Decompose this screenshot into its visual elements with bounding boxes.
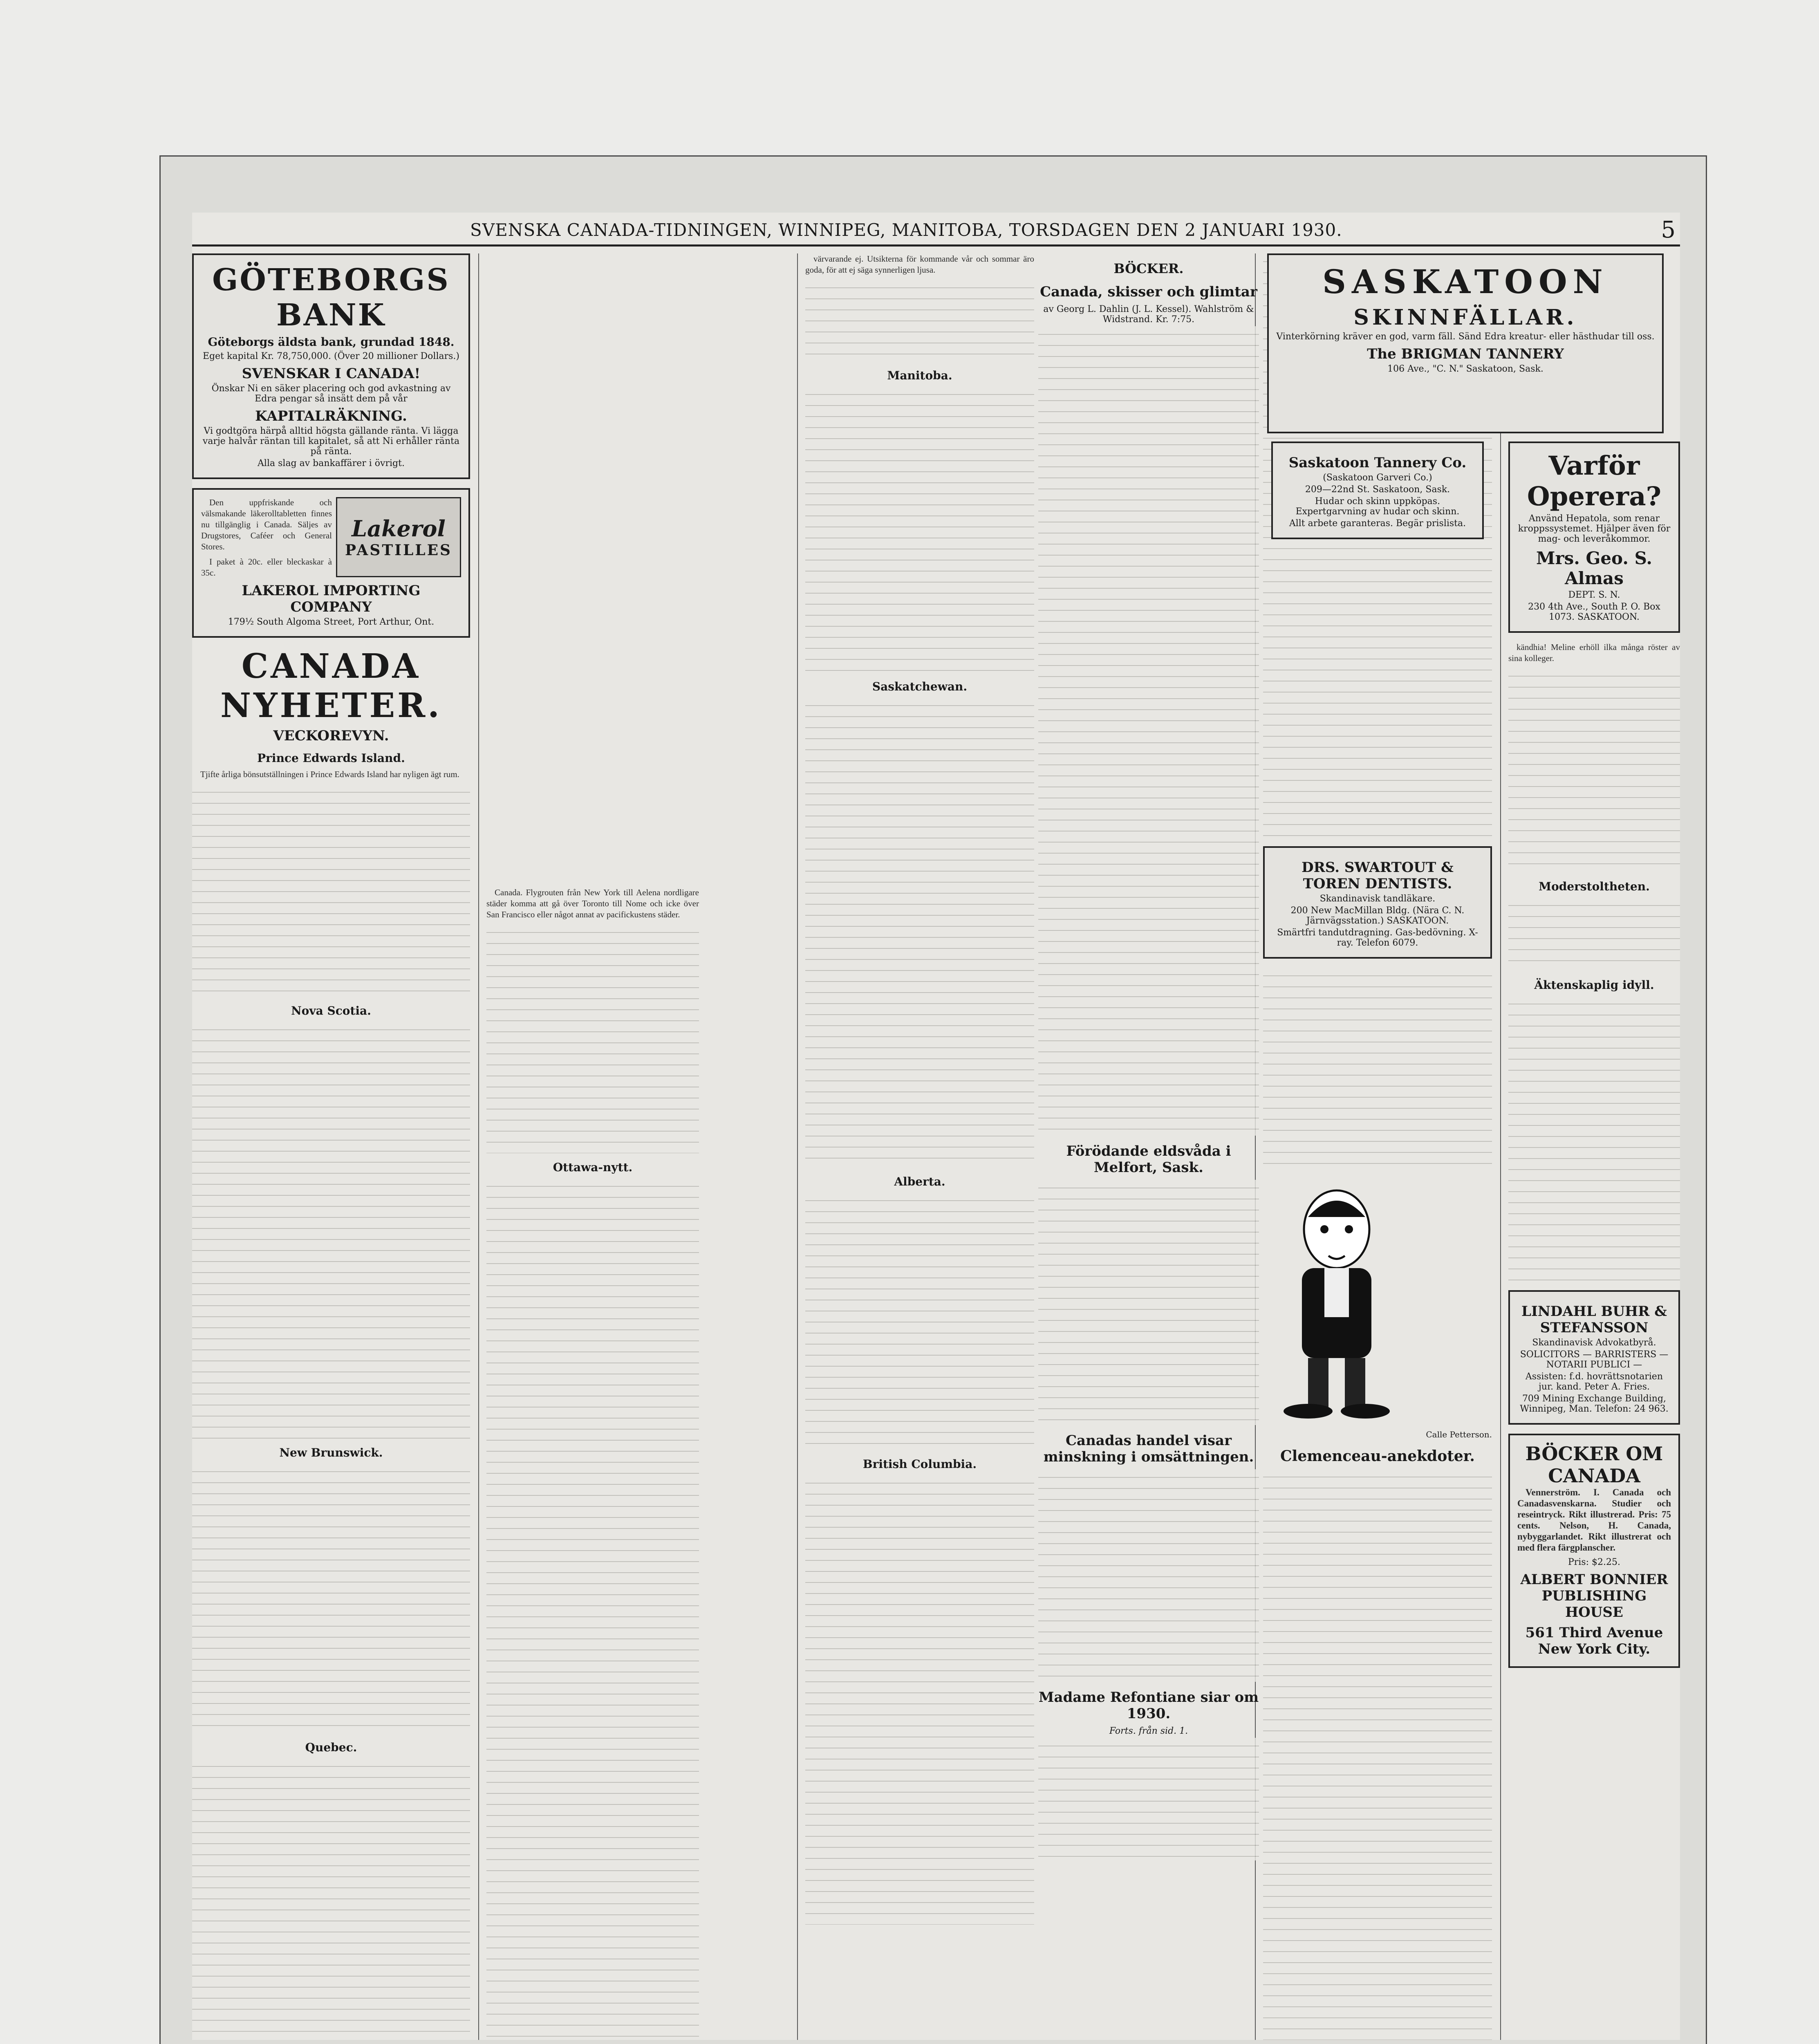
article-text-block — [805, 280, 1034, 361]
tannery-address: 106 Ave., "C. N." Saskatoon, Sask. — [1387, 364, 1543, 374]
lawyer-subtitle: Skandinavisk Advokatbyrå. — [1532, 1338, 1656, 1348]
bonnier-title: BÖCKER OM CANADA — [1525, 1443, 1663, 1487]
books-author: av Georg L. Dahlin (J. L. Kessel). Wahlström & Widstrand. Kr. 7:75. — [1043, 304, 1254, 325]
bonnier-company: ALBERT BONNIER PUBLISHING HOUSE — [1520, 1571, 1668, 1620]
column-rule — [478, 253, 479, 2040]
bonnier-price: Pris: $2.25. — [1568, 1557, 1621, 1567]
article-text: värvarande ej. Utsikterna för kommande vår och sommar äro goda, för att ej säga synnerligen ljusa. — [805, 254, 1034, 275]
article-text-block — [192, 1758, 470, 2040]
section-heading: New Brunswick. — [279, 1446, 383, 1459]
article-text-block — [1038, 1469, 1259, 1682]
article-text-block — [1038, 326, 1259, 1136]
column-3 — [805, 253, 1034, 2040]
tannery-footer: Allt arbete garanteras. Begär prislista. — [1289, 518, 1466, 529]
section-heading: Prince Edwards Island. — [257, 751, 405, 765]
masthead — [192, 213, 1680, 247]
goteborgs-bank-kapital-text: Vi godtgöra härpå alltid högsta gällande ränta. Vi lägga varje halvår räntan till kapitalet, så att Ni erhåller ränta på ränta. — [202, 426, 460, 457]
article-text: kändhia! Meline erhöll ilka många röster av sina kolleger. — [1508, 642, 1680, 663]
tannery-subtitle: (Saskatoon Garveri Co.) — [1323, 473, 1432, 483]
tannery-ad-address: 209—22nd St. Saskatoon, Sask. — [1305, 484, 1450, 495]
lakerol-ad — [192, 488, 470, 638]
skinnfallar-text: Vinterkörning kräver en god, varm fäll. Sänd Edra kreatur- eller hästhudar till oss. — [1276, 332, 1655, 342]
page-number: 5 — [1661, 217, 1676, 243]
lawyer-address: 709 Mining Exchange Building, Winnipeg, Man. Telefon: 24 963. — [1520, 1394, 1669, 1414]
goteborgs-bank-title: GÖTEBORGS BANK — [212, 262, 450, 333]
article-text-block — [486, 1178, 699, 2037]
lakerol-box-top: Lakerol — [352, 515, 446, 542]
goteborgs-bank-kapital-head: KAPITALRÄKNING. — [255, 408, 407, 424]
headline-refontiane: Madame Refontiane siar om 1930. — [1038, 1689, 1259, 1722]
article-text-block — [1038, 1180, 1259, 1425]
article-text: Canada. Flygrouten från New York till Aelena nordligare städer komma att gå över Toronto till Nome och icke över San Francisco eller något annat av pacifickustens städer. — [486, 888, 699, 919]
section-heading: Alberta. — [894, 1175, 945, 1188]
goteborgs-bank-ad — [192, 253, 470, 479]
goteborgs-bank-capital: Eget kapital Kr. 78,750,000. (Över 20 millioner Dollars.) — [203, 351, 459, 361]
calle-petterson-cartoon — [1263, 1180, 1410, 1425]
dentists-ad — [1263, 846, 1492, 959]
goteborgs-bank-subtitle: Göteborgs äldsta bank, grundad 1848. — [208, 335, 455, 349]
section-heading: Quebec. — [305, 1741, 357, 1754]
article-text-block — [1508, 996, 1680, 1290]
opera-name: Mrs. Geo. S. Almas — [1536, 548, 1653, 588]
bonnier-address: 561 Third Avenue New York City. — [1525, 1625, 1663, 1657]
books-title: Canada, skisser och glimtar — [1040, 284, 1257, 300]
opera-ad — [1508, 442, 1680, 633]
lakerol-price: I paket à 20c. eller bleckaskar à 35c. — [201, 557, 332, 578]
lawyer-ad — [1508, 1290, 1680, 1425]
article-text-block — [192, 1464, 470, 1733]
continued-note: Forts. från sid. 1. — [1109, 1726, 1188, 1736]
headline-handel: Canadas handel visar minskning i omsättningen. — [1043, 1432, 1254, 1465]
article-text-block — [192, 784, 470, 997]
bonnier-text: Vennerström. I. Canada och Canadasvenskarna. Studier och reseintryck. Rikt illustrerad. Pris: 75 cents. Nelson, H. Canada, nybyggarlandet. Rikt illustrerat och med flera färgplanscher. — [1517, 1487, 1671, 1553]
goteborgs-bank-svenskar: SVENSKAR I CANADA! — [242, 365, 421, 382]
goteborgs-bank-footer: Alla slag av bankaffärer i övrigt. — [258, 458, 405, 468]
article-text-block — [1263, 968, 1492, 1172]
section-heading: British Columbia. — [862, 1457, 977, 1471]
article-text-block — [805, 1475, 1034, 1925]
skinnfallar-title: SKINNFÄLLAR. — [1353, 305, 1577, 330]
opera-text: Använd Hepatola, som renar kroppssystemet. Hjälper även för mag- och leveråkommor. — [1518, 513, 1671, 544]
opera-title: Varför Operera? — [1527, 450, 1662, 512]
saskatoon-title: SASKATOON — [1322, 262, 1608, 301]
cartoon-caption: Calle Petterson. — [1426, 1430, 1492, 1439]
lakerol-address: 179½ South Algoma Street, Port Arthur, Ont. — [228, 617, 435, 627]
column-6 — [1508, 442, 1680, 2040]
tannery-text: Hudar och skinn uppköpas. Expertgarvning av hudar och skinn. — [1295, 496, 1460, 517]
article-text-block — [805, 697, 1034, 1168]
section-heading: Moderstoltheten. — [1539, 880, 1650, 893]
lawyer-title: LINDAHL BUHR & STEFANSSON — [1521, 1303, 1667, 1336]
section-heading: Manitoba. — [887, 369, 952, 382]
column-rule — [1500, 253, 1501, 2040]
article-text-block — [805, 1192, 1034, 1450]
newspaper-page — [192, 213, 1680, 2040]
lakerol-box-image — [336, 497, 461, 577]
canada-nyheter-subtitle: VECKOREVYN. — [273, 728, 389, 744]
column-rule — [797, 253, 798, 2040]
section-heading: Saskatchewan. — [872, 680, 968, 693]
goteborgs-bank-text: Önskar Ni en säker placering och god avkastning av Edra pengar så insätt dem på vår — [211, 383, 451, 404]
dentists-address: 200 New MacMillan Bldg. (Nära C. N. Järnvägsstation.) SASKATOON. — [1290, 905, 1465, 926]
section-heading: Nova Scotia. — [291, 1004, 371, 1018]
article-text-block — [805, 386, 1034, 672]
article-text-block — [1263, 1469, 1492, 2040]
section-heading: Äktenskaplig idyll. — [1534, 978, 1654, 992]
saskatoon-tannery-ad — [1271, 442, 1484, 539]
masthead-title: SVENSKA CANADA-TIDNINGEN, WINNIPEG, MANITOBA, TORSDAGEN DEN 2 JANUARI 1930. — [470, 220, 1342, 240]
article-text-block — [1508, 668, 1680, 872]
books-heading: BÖCKER. — [1113, 261, 1184, 276]
opera-dept: DEPT. S. N. — [1568, 590, 1620, 600]
saskatoon-skinnfallar-ad — [1267, 253, 1664, 433]
article-text: Tjifte årliga bönsutställningen i Prince Edwards Island har nyligen ägt rum. — [200, 769, 459, 779]
lakerol-company: LAKEROL IMPORTING COMPANY — [242, 583, 421, 615]
dentists-subtitle: Skandinavisk tandläkare. — [1319, 894, 1436, 904]
canada-nyheter-title: CANADA NYHETER. — [220, 647, 442, 725]
headline-melfort: Förödande eldsvåda i Melfort, Sask. — [1066, 1143, 1231, 1176]
lakerol-text: Den uppfriskande och välsmakande läkerolltabletten finnes nu tillgänglig i Canada. Säljes av Drugstores, Caféer och General Stores. — [201, 498, 332, 551]
lawyer-roles: SOLICITORS — BARRISTERS — NOTARII PUBLICI — — [1520, 1349, 1669, 1370]
article-text-block — [192, 1022, 470, 1439]
section-heading: Ottawa-nytt. — [553, 1161, 633, 1174]
clemenceau-title: Clemenceau-anekdoter. — [1280, 1448, 1475, 1465]
article-text-block — [486, 924, 699, 1153]
dentists-text: Smärtfri tandutdragning. Gas-bedövning. X-ray. Telefon 6079. — [1277, 928, 1478, 948]
lawyer-assist: Assisten: f.d. hovrättsnotarien jur. kand. Peter A. Fries. — [1525, 1372, 1663, 1392]
column-1 — [192, 253, 470, 2040]
bonnier-ad — [1508, 1434, 1680, 1668]
tannery-title: Saskatoon Tannery Co. — [1288, 455, 1467, 471]
column-2 — [486, 887, 699, 2040]
dentists-title: DRS. SWARTOUT & TOREN DENTISTS. — [1302, 859, 1454, 892]
article-text-block — [1508, 897, 1680, 971]
article-text-block — [1038, 1738, 1259, 1860]
column-4 — [1038, 253, 1259, 2040]
tannery-company: The BRIGMAN TANNERY — [1367, 346, 1564, 362]
lakerol-box-bottom: PASTILLES — [345, 542, 453, 559]
opera-address: 230 4th Ave., South P. O. Box 1073. SASKATOON. — [1528, 602, 1660, 622]
